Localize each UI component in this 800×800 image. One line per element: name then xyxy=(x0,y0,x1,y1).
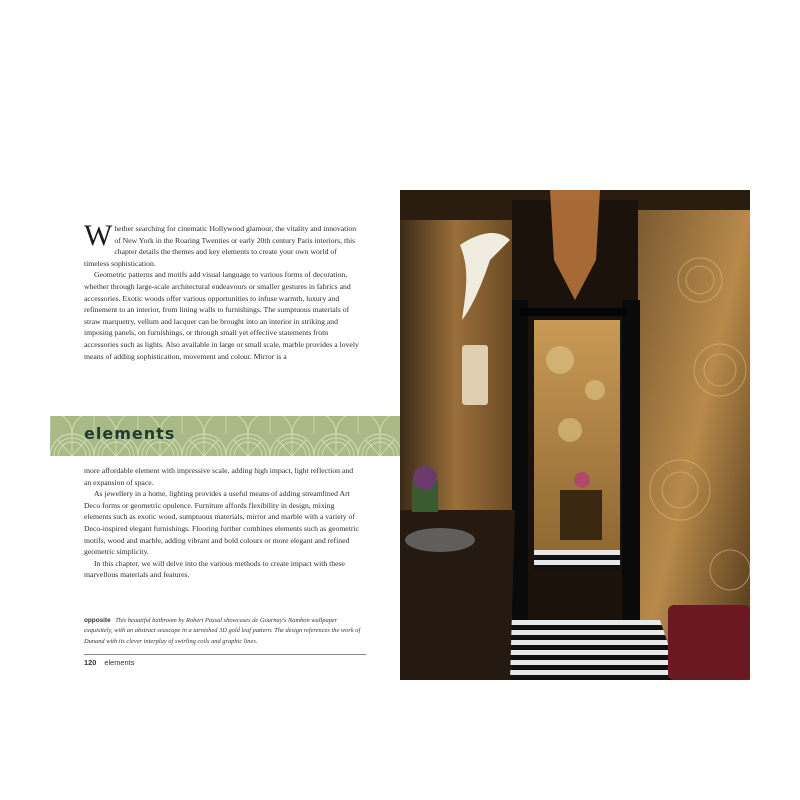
flower-arrangement xyxy=(413,466,437,490)
chapter-title: elements xyxy=(84,424,176,443)
bathroom-illustration xyxy=(400,190,750,680)
photo-caption xyxy=(84,616,366,647)
sink-basin xyxy=(405,528,475,552)
intro-text-column xyxy=(84,219,362,362)
drop-cap: W xyxy=(84,219,113,252)
folio xyxy=(84,658,134,667)
intro-paragraph-2: Geometric patterns and motifs add visual language to various forms of decoration, whether through large-scale architectural endeavours or smaller gestures in fabrics and accessories. Exotic woods offer various opportunities to infuse warmth, luxury and refinement to an interior, from lining walls to furnishings. The sumptuous materials of straw marquetry, vellum and lacquer can be brought into an interior in striking and imposing panels, on furnishings, or through small yet effective statements from accessories such as lights. Also available in large or small scale, marble provides a lovely means of adding sophistication, movement and colour. Mirror is a xyxy=(84,270,359,361)
intro-paragraph-1-text: hether searching for cinematic Hollywood glamour, the vitality and innovation of New York in the Roaring Twenties or early 20th century Paris interiors, this chapter details the themes and key elements to create your own world of timeless sophistication. xyxy=(84,224,357,268)
continuation-text-column xyxy=(84,465,362,581)
continuation-paragraph-3: In this chapter, we will delve into the various methods to create impact with these marvellous materials and features. xyxy=(84,558,345,580)
door-lintel xyxy=(520,308,626,316)
caption-label: opposite xyxy=(84,617,111,624)
folio-rule xyxy=(84,654,366,655)
bathroom-photo xyxy=(400,190,750,680)
wall-sconce xyxy=(462,345,488,405)
inner-striped-floor xyxy=(534,550,620,570)
red-ottoman xyxy=(668,605,750,680)
caption-text: This beautiful bathroom by Robert Passal showcases de Gournay's Nambon wallpaper exquisitely, with an abstract seascape in a tarnished 3D gold leaf pattern. The design references the work of Dunand with its clever interplay of swirling coils and graphic lines. xyxy=(84,617,361,645)
orchid-flowers xyxy=(574,472,590,488)
continuation-paragraph-2: As jewellery in a home, lighting provides a useful means of adding streamlined Art Deco forms or geometric opulence. Furniture affords flexibility in design, mixing elements such as exotic wood, sumptuous materials, mirror and marble with a variety of Deco-inspired elegant furnishings. Flooring further combines elements such as geometric motifs, wood and marble, adding vibrant and bold colours or more elegant and refined geometric simplicity. xyxy=(84,489,359,557)
folio-section: elements xyxy=(104,658,135,667)
page-number: 120 xyxy=(84,658,97,667)
inner-vanity xyxy=(560,490,602,540)
chapter-title-band xyxy=(50,416,400,456)
intro-paragraph-1 xyxy=(84,219,362,269)
continuation-paragraph-1: more affordable element with impressive scale, adding high impact, light reflection and an expansion of space. xyxy=(84,466,354,487)
